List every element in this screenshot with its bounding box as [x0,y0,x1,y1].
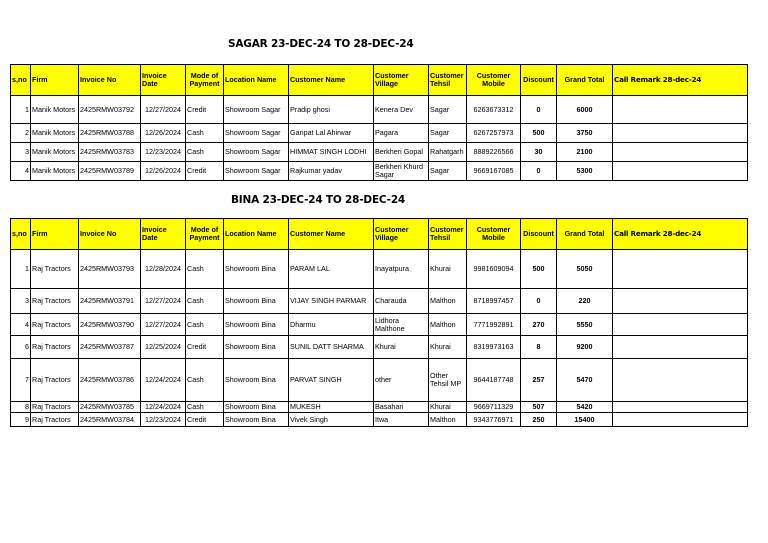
cell-customer-tehsil: Sagar [429,162,467,181]
column-header-location-name: Location Name [224,65,289,96]
cell-mode-of-payment: Cash [186,402,224,413]
cell-mode-of-payment: Credit [186,413,224,427]
cell-sno: 9 [11,413,31,427]
cell-customer-name: Vivek Singh [289,413,374,427]
column-header-mode-of-payment: Mode of Payment [186,65,224,96]
cell-invoice-no: 2425RMW03784 [79,413,141,427]
column-header-call-remark: Call Remark 28-dec-24 [613,65,748,96]
cell-mode-of-payment: Cash [186,359,224,402]
cell-invoice-date: 12/23/2024 [141,413,186,427]
cell-call-remark [613,413,748,427]
table-row [11,359,748,402]
cell-customer-tehsil: Sagar [429,96,467,124]
cell-customer-tehsil: Sagar [429,124,467,143]
bina-section-title: BINA 23-DEC-24 TO 28-DEC-24 [231,194,406,206]
cell-invoice-date: 12/27/2024 [141,314,186,336]
cell-customer-village: Itwa [374,413,429,427]
column-header-invoice-date: Invoice Date [141,65,186,96]
cell-customer-tehsil: Khurai [429,402,467,413]
table-row [11,162,748,181]
cell-location-name: Showroom Sagar [224,162,289,181]
cell-invoice-no: 2425RMW03789 [79,162,141,181]
cell-customer-village: Khurai [374,336,429,359]
cell-customer-village: Charauda [374,289,429,314]
cell-customer-tehsil: Khurai [429,250,467,289]
cell-grand-total: 5550 [557,314,613,336]
cell-customer-village: Kenera Dev [374,96,429,124]
cell-sno: 4 [11,162,31,181]
cell-discount: 257 [521,359,557,402]
cell-call-remark [613,289,748,314]
cell-customer-mobile: 6263673312 [467,96,521,124]
cell-mode-of-payment: Credit [186,96,224,124]
cell-mode-of-payment: Credit [186,162,224,181]
cell-discount: 250 [521,413,557,427]
cell-customer-name: HIMMAT SINGH LODHI [289,143,374,162]
cell-sno: 1 [11,96,31,124]
cell-firm: Raj Tractors [31,314,79,336]
cell-firm: Raj Tractors [31,413,79,427]
cell-grand-total: 2100 [557,143,613,162]
column-header-customer-name: Customer Name [289,219,374,250]
column-header-invoice-date: Invoice Date [141,219,186,250]
cell-mode-of-payment: Credit [186,336,224,359]
column-header-customer-name: Customer Name [289,65,374,96]
table-row [11,96,748,124]
cell-invoice-no: 2425RMW03790 [79,314,141,336]
cell-call-remark [613,314,748,336]
sagar-invoice-table [10,64,748,181]
cell-customer-tehsil: Other Tehsil MP [429,359,467,402]
column-header-customer-mobile: Customer Mobile [467,65,521,96]
column-header-customer-tehsil: Customer Tehsil [429,219,467,250]
cell-discount: 507 [521,402,557,413]
cell-customer-name: Rajkumar yadav [289,162,374,181]
cell-customer-village: Berkheri Gopal [374,143,429,162]
cell-grand-total: 5470 [557,359,613,402]
cell-firm: Raj Tractors [31,336,79,359]
table-row [11,143,748,162]
cell-sno: 3 [11,143,31,162]
cell-discount: 500 [521,124,557,143]
cell-customer-tehsil: Khurai [429,336,467,359]
cell-location-name: Showroom Bina [224,314,289,336]
cell-customer-mobile: 8889226566 [467,143,521,162]
table-row [11,336,748,359]
table-header-row [11,65,748,96]
cell-firm: Manik Motors [31,162,79,181]
cell-customer-name: VIJAY SINGH PARMAR [289,289,374,314]
cell-sno: 2 [11,124,31,143]
cell-customer-mobile: 7771992891 [467,314,521,336]
cell-mode-of-payment: Cash [186,124,224,143]
column-header-firm: Firm [31,219,79,250]
table-header-row [11,219,748,250]
sagar-section-title: SAGAR 23-DEC-24 TO 28-DEC-24 [228,38,414,50]
cell-call-remark [613,250,748,289]
cell-invoice-date: 12/24/2024 [141,359,186,402]
cell-customer-village: Berkheri Khurd Sagar [374,162,429,181]
cell-grand-total: 15400 [557,413,613,427]
cell-invoice-date: 12/27/2024 [141,96,186,124]
cell-invoice-date: 12/25/2024 [141,336,186,359]
cell-customer-name: Pradip ghosi [289,96,374,124]
table-row [11,124,748,143]
cell-grand-total: 9200 [557,336,613,359]
cell-customer-village: Pagara [374,124,429,143]
cell-location-name: Showroom Bina [224,359,289,402]
cell-sno: 8 [11,402,31,413]
cell-call-remark [613,336,748,359]
column-header-grand-total: Grand Total [557,219,613,250]
column-header-sno: s,no [11,219,31,250]
cell-mode-of-payment: Cash [186,314,224,336]
table-row [11,250,748,289]
cell-customer-mobile: 6267257973 [467,124,521,143]
column-header-mode-of-payment: Mode of Payment [186,219,224,250]
cell-invoice-no: 2425RMW03786 [79,359,141,402]
cell-customer-name: MUKESH [289,402,374,413]
cell-invoice-date: 12/27/2024 [141,289,186,314]
cell-discount: 8 [521,336,557,359]
cell-grand-total: 5050 [557,250,613,289]
cell-location-name: Showroom Sagar [224,124,289,143]
column-header-discount: Discount [521,65,557,96]
cell-invoice-no: 2425RMW03793 [79,250,141,289]
cell-call-remark [613,96,748,124]
cell-customer-mobile: 8319973163 [467,336,521,359]
cell-customer-name: Ganpat Lal Ahirwar [289,124,374,143]
cell-discount: 0 [521,289,557,314]
column-header-sno: s,no [11,65,31,96]
cell-firm: Manik Motors [31,124,79,143]
cell-customer-mobile: 8718997457 [467,289,521,314]
cell-discount: 0 [521,162,557,181]
cell-mode-of-payment: Cash [186,143,224,162]
column-header-customer-village: Customer Village [374,219,429,250]
cell-discount: 270 [521,314,557,336]
cell-location-name: Showroom Sagar [224,96,289,124]
cell-firm: Manik Motors [31,96,79,124]
cell-grand-total: 3750 [557,124,613,143]
cell-customer-mobile: 9343776971 [467,413,521,427]
cell-discount: 30 [521,143,557,162]
cell-mode-of-payment: Cash [186,250,224,289]
cell-customer-village: Inayatpura [374,250,429,289]
cell-discount: 0 [521,96,557,124]
cell-customer-mobile: 9981609094 [467,250,521,289]
cell-call-remark [613,143,748,162]
column-header-firm: Firm [31,65,79,96]
cell-invoice-date: 12/26/2024 [141,124,186,143]
cell-grand-total: 5420 [557,402,613,413]
table-row [11,413,748,427]
cell-location-name: Showroom Bina [224,402,289,413]
cell-invoice-no: 2425RMW03788 [79,124,141,143]
cell-customer-name: Dharmu [289,314,374,336]
cell-customer-mobile: 9644187748 [467,359,521,402]
cell-grand-total: 220 [557,289,613,314]
cell-customer-tehsil: Malthon [429,314,467,336]
cell-invoice-date: 12/23/2024 [141,143,186,162]
cell-discount: 500 [521,250,557,289]
cell-firm: Manik Motors [31,143,79,162]
cell-invoice-no: 2425RMW03785 [79,402,141,413]
column-header-invoice-no: Invoice No [79,219,141,250]
cell-customer-name: PARAM LAL [289,250,374,289]
table-row [11,402,748,413]
cell-sno: 1 [11,250,31,289]
cell-firm: Raj Tractors [31,289,79,314]
cell-firm: Raj Tractors [31,359,79,402]
column-header-location-name: Location Name [224,219,289,250]
column-header-customer-tehsil: Customer Tehsil [429,65,467,96]
cell-invoice-no: 2425RMW03787 [79,336,141,359]
cell-mode-of-payment: Cash [186,289,224,314]
cell-call-remark [613,162,748,181]
cell-sno: 3 [11,289,31,314]
cell-sno: 7 [11,359,31,402]
cell-customer-name: PARVAT SINGH [289,359,374,402]
cell-customer-village: Lidhora Malthone [374,314,429,336]
cell-firm: Raj Tractors [31,250,79,289]
cell-customer-mobile: 9669167085 [467,162,521,181]
table-row [11,314,748,336]
cell-customer-tehsil: Malthon [429,289,467,314]
cell-grand-total: 6000 [557,96,613,124]
cell-location-name: Showroom Bina [224,336,289,359]
cell-sno: 6 [11,336,31,359]
cell-customer-mobile: 9669711329 [467,402,521,413]
cell-invoice-no: 2425RMW03792 [79,96,141,124]
cell-customer-tehsil: Rahatgarh [429,143,467,162]
column-header-invoice-no: Invoice No [79,65,141,96]
cell-call-remark [613,124,748,143]
column-header-discount: Discount [521,219,557,250]
cell-location-name: Showroom Bina [224,250,289,289]
cell-invoice-no: 2425RMW03783 [79,143,141,162]
column-header-customer-village: Customer Village [374,65,429,96]
column-header-customer-mobile: Customer Mobile [467,219,521,250]
cell-location-name: Showroom Sagar [224,143,289,162]
cell-customer-tehsil: Malthon [429,413,467,427]
bina-invoice-table [10,218,748,427]
cell-customer-village: other [374,359,429,402]
cell-invoice-date: 12/28/2024 [141,250,186,289]
column-header-call-remark: Call Remark 28-dec-24 [613,219,748,250]
table-row [11,289,748,314]
cell-location-name: Showroom Bina [224,289,289,314]
cell-location-name: Showroom Bina [224,413,289,427]
cell-customer-village: Basahari [374,402,429,413]
cell-invoice-date: 12/24/2024 [141,402,186,413]
cell-sno: 4 [11,314,31,336]
cell-grand-total: 5300 [557,162,613,181]
cell-call-remark [613,402,748,413]
cell-firm: Raj Tractors [31,402,79,413]
cell-invoice-no: 2425RMW03791 [79,289,141,314]
cell-customer-name: SUNIL DATT SHARMA [289,336,374,359]
column-header-grand-total: Grand Total [557,65,613,96]
cell-call-remark [613,359,748,402]
cell-invoice-date: 12/26/2024 [141,162,186,181]
